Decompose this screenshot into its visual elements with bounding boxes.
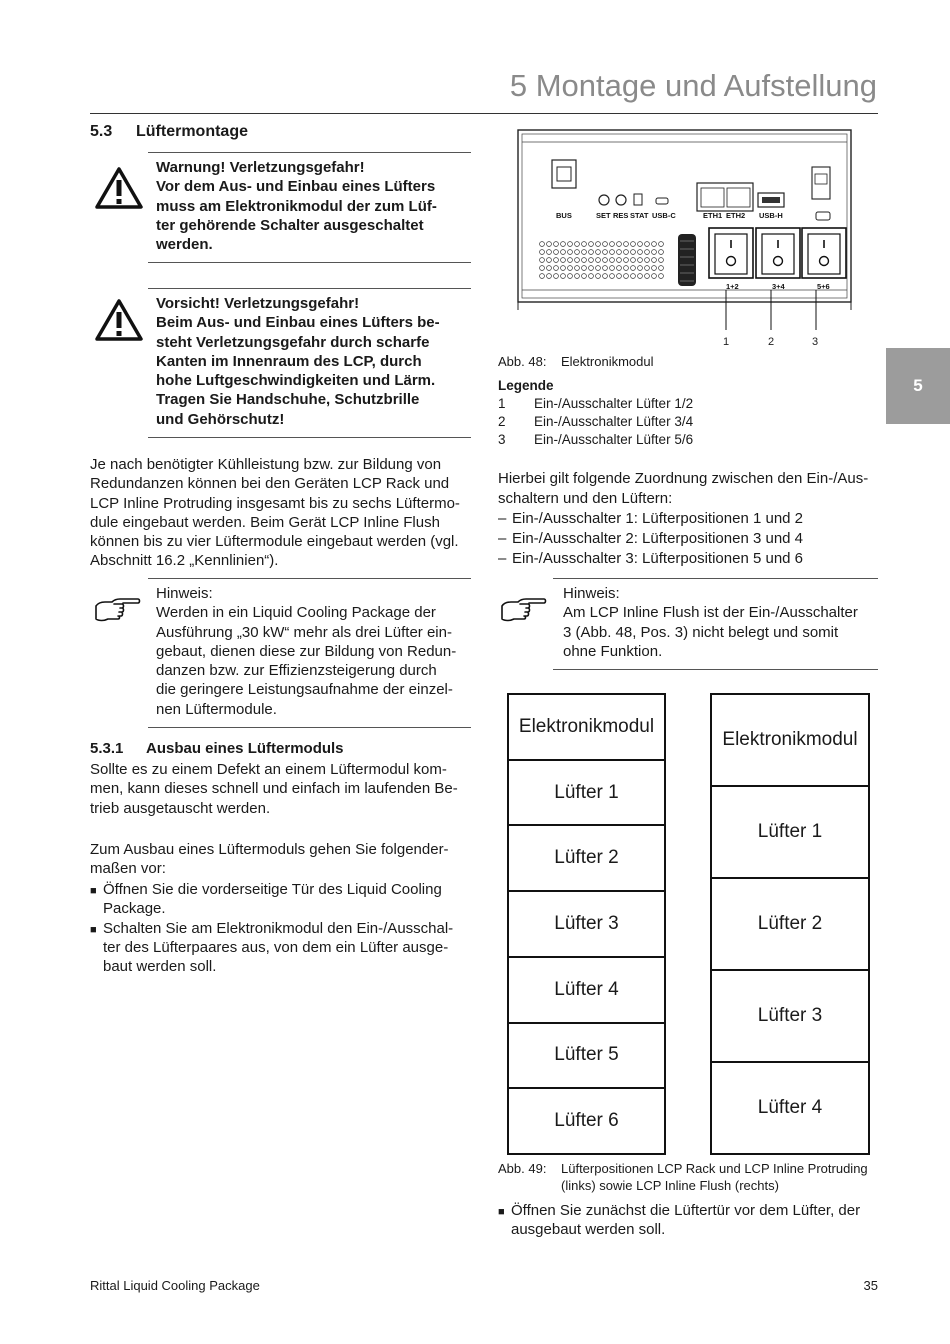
- warning1-line: Vor dem Aus- und Einbau eines Lüfters: [156, 178, 436, 196]
- legend-item: [498, 395, 798, 413]
- fig49-caption: [561, 1160, 881, 1194]
- warning1-bottom-rule: [148, 262, 471, 263]
- warning2-line: Kanten im Innenraum des LCP, durch: [156, 352, 422, 370]
- electronics-module-figure: [512, 127, 857, 352]
- text-line: Abschnitt 16.2 „Kennlinien“).: [90, 552, 279, 570]
- fan-positions-right-column: [710, 693, 870, 1155]
- fan-cell: Lüfter 3: [509, 890, 664, 956]
- list-item: – Ein-/Ausschalter 1: Lüfterpositionen 1 und 2: [498, 510, 804, 527]
- note1-line: Werden in ein Liquid Cooling Package der: [156, 604, 436, 622]
- bullet-square-icon: ■: [498, 1206, 505, 1218]
- note2-line: Am LCP Inline Flush ist der Ein-/Ausschalter: [563, 604, 858, 622]
- note1-line: danzen bzw. zur Effizienzsteigerung durch: [156, 662, 437, 680]
- text-line: Zum Ausbau eines Lüftermoduls gehen Sie folgender-: [90, 841, 449, 858]
- intro-paragraph: [90, 455, 475, 571]
- fan-cell: Lüfter 4: [712, 1061, 868, 1153]
- text-line: können bis zu vier Lüftermodule eingebaut werden (vgl.: [90, 533, 459, 551]
- text-line: trieb ausgetauscht werden.: [90, 799, 271, 817]
- fig48-caption: Elektronikmodul: [561, 354, 654, 369]
- port-label: ETH1: [703, 211, 723, 220]
- subsection-title: Ausbau eines Lüftermoduls: [146, 740, 344, 757]
- legend-number: 2: [498, 414, 506, 429]
- note1-line: gebaut, dienen diese zur Bildung von Redun-: [156, 642, 457, 660]
- legend-text: Ein-/Ausschalter Lüfter 1/2: [534, 396, 694, 411]
- text-line: Öffnen Sie die vorderseitige Tür des Liquid Cooling: [103, 881, 442, 898]
- pointing-hand-icon: [500, 597, 548, 623]
- port-label: RES: [613, 211, 629, 220]
- note2-line: ohne Funktion.: [563, 642, 663, 660]
- text-line: schaltern und den Lüftern:: [498, 490, 673, 507]
- warning2-heading: Vorsicht! Verletzungsgefahr!: [156, 295, 360, 312]
- footer-left: Rittal Liquid Cooling Package: [90, 1278, 260, 1293]
- switch-label: 5+6: [817, 282, 830, 291]
- note1-top-rule: [148, 578, 471, 579]
- port-label: USB-H: [759, 211, 783, 220]
- chapter-title: 5 Montage und Aufstellung: [509, 68, 877, 103]
- page-number: 35: [863, 1278, 878, 1293]
- text-line: Sollte es zu einem Defekt an einem Lüftermodul kom-: [90, 761, 447, 778]
- module-cell: Elektronikmodul: [722, 729, 858, 750]
- assignment-block: [498, 469, 883, 569]
- warning2-top-rule: [148, 288, 471, 289]
- note1-bottom-rule: [148, 727, 471, 728]
- section-title: Lüftermontage: [136, 123, 248, 140]
- chapter-side-tab: 5: [886, 348, 950, 424]
- legend-list: [498, 395, 798, 449]
- port-label: USB-C: [652, 211, 676, 220]
- note1-box: [156, 584, 474, 719]
- port-label: STAT: [630, 211, 649, 220]
- fan-cell: Lüfter 3: [712, 969, 868, 1061]
- list-item: [90, 919, 475, 977]
- warning1-heading: Warnung! Verletzungsgefahr!: [156, 159, 365, 176]
- warning-triangle-icon: [95, 299, 143, 341]
- note2-bottom-rule: [553, 669, 878, 670]
- text-line: ter des Lüfterpaares aus, von dem ein Lüfter ausge-: [103, 938, 449, 956]
- subsection-paragraph: [90, 760, 475, 818]
- warning2-box: [156, 294, 471, 429]
- text-line: Hierbei gilt folgende Zuordnung zwischen den Ein-/Aus-: [498, 470, 869, 487]
- note1-line: die geringere Leistungsaufnahme der einzel-: [156, 681, 453, 699]
- warning1-top-rule: [148, 152, 471, 153]
- switch-label: 3+4: [772, 282, 785, 291]
- warning2-line: Beim Aus- und Einbau eines Lüfters be-: [156, 314, 440, 332]
- callout-number: 3: [812, 336, 819, 348]
- subsection-number: 5.3.1: [90, 740, 124, 757]
- legend-item: [498, 413, 798, 431]
- list-item: – Ein-/Ausschalter 3: Lüfterpositionen 5 und 6: [498, 550, 804, 567]
- text-line: Package.: [103, 900, 166, 918]
- text-line: baut werden soll.: [103, 958, 217, 976]
- list-item: [90, 880, 475, 919]
- text-line: Lüfterpositionen LCP Rack und LCP Inline Protruding: [561, 1161, 868, 1176]
- note1-line: nen Lüftermodule.: [156, 700, 277, 718]
- text-line: Je nach benötigter Kühlleistung bzw. zur Bildung von: [90, 456, 442, 473]
- legend-title: Legende: [498, 378, 554, 393]
- note2-top-rule: [553, 578, 878, 579]
- warning2-line: steht Verletzungsgefahr durch scharfe: [156, 333, 430, 351]
- text-line: Ein-/Ausschalter 3: Lüfterpositionen 5 und 6: [512, 550, 804, 567]
- note2-line: 3 (Abb. 48, Pos. 3) nicht belegt und somit: [563, 623, 839, 641]
- note2-heading: Hinweis:: [563, 585, 620, 602]
- warning2-bottom-rule: [148, 437, 471, 438]
- text-line: men, kann dieses schnell und einfach im laufenden Be-: [90, 780, 458, 798]
- text-line: (links) sowie LCP Inline Flush (rechts): [561, 1178, 779, 1193]
- warning1-line: ter gehörende Schalter ausgeschaltet: [156, 216, 424, 234]
- pointing-hand-icon: [94, 597, 142, 623]
- warning1-box: [156, 158, 471, 254]
- fan-cell: Lüfter 2: [712, 877, 868, 969]
- legend-number: 1: [498, 396, 506, 411]
- fan-cell: Lüfter 6: [509, 1087, 664, 1153]
- legend-text: Ein-/Ausschalter Lüfter 3/4: [534, 414, 694, 429]
- warning2-line: und Gehörschutz!: [156, 410, 285, 428]
- warning1-line: werden.: [156, 236, 213, 254]
- switch-label: 1+2: [726, 282, 739, 291]
- warning-triangle-icon: [95, 167, 143, 209]
- fan-cell: Lüfter 4: [509, 956, 664, 1022]
- text-line: Ein-/Ausschalter 2: Lüfterpositionen 3 und 4: [512, 530, 804, 547]
- fan-cell: Lüfter 1: [509, 759, 664, 825]
- list-item: – Ein-/Ausschalter 2: Lüfterpositionen 3 und 4: [498, 530, 804, 547]
- port-label: ETH2: [726, 211, 746, 220]
- text-line: ausgebaut werden soll.: [511, 1221, 666, 1239]
- fan-cell: Lüfter 2: [509, 824, 664, 890]
- legend-text: Ein-/Ausschalter Lüfter 5/6: [534, 432, 694, 447]
- steps-intro: [90, 840, 475, 879]
- text-line: Öffnen Sie zunächst die Lüftertür vor dem Lüfter, der: [511, 1202, 861, 1219]
- fan-cell: Lüfter 5: [509, 1022, 664, 1088]
- text-line: Schalten Sie am Elektronikmodul den Ein-/Ausschal-: [103, 919, 454, 937]
- warning1-line: muss am Elektronikmodul der zum Lüf-: [156, 197, 437, 215]
- text-line: Redundanzen können bei den Geräten LCP Rack und: [90, 475, 450, 493]
- text-line: Ein-/Ausschalter 1: Lüfterpositionen 1 und 2: [512, 510, 804, 527]
- text-line: LCP Inline Protruding insgesamt bis zu sechs Lüftermo-: [90, 494, 460, 512]
- bullet-square-icon: ■: [90, 885, 97, 897]
- bullet-square-icon: ■: [90, 923, 97, 936]
- warning2-line: Tragen Sie Handschuhe, Schutzbrille: [156, 391, 420, 409]
- note2-box: [563, 584, 881, 661]
- fig48-caption-number: Abb. 48:: [498, 354, 547, 369]
- legend-item: [498, 431, 798, 449]
- note1-heading: Hinweis:: [156, 585, 213, 602]
- port-label: SET: [596, 211, 611, 220]
- legend-number: 3: [498, 432, 506, 447]
- fig49-caption-number: Abb. 49:: [498, 1161, 547, 1176]
- section-number: 5.3: [90, 123, 113, 140]
- note1-line: Ausführung „30 kW“ mehr als drei Lüfter ein-: [156, 623, 452, 641]
- steps-list: [90, 880, 475, 976]
- text-line: maßen vor:: [90, 860, 166, 878]
- warning2-line: hohe Luftgeschwindigkeiten und Lärm.: [156, 372, 436, 390]
- callout-number: 2: [768, 336, 775, 348]
- text-line: dule eingebaut werden. Beim Gerät LCP Inline Flush: [90, 513, 440, 531]
- header-rule: [90, 113, 878, 114]
- fan-cell: Lüfter 1: [712, 785, 868, 877]
- port-label: BUS: [556, 211, 572, 220]
- module-cell: Elektronikmodul: [518, 715, 655, 737]
- callout-number: 1: [723, 336, 730, 348]
- fan-positions-left-column: [507, 693, 666, 1155]
- list-item: [498, 1201, 883, 1240]
